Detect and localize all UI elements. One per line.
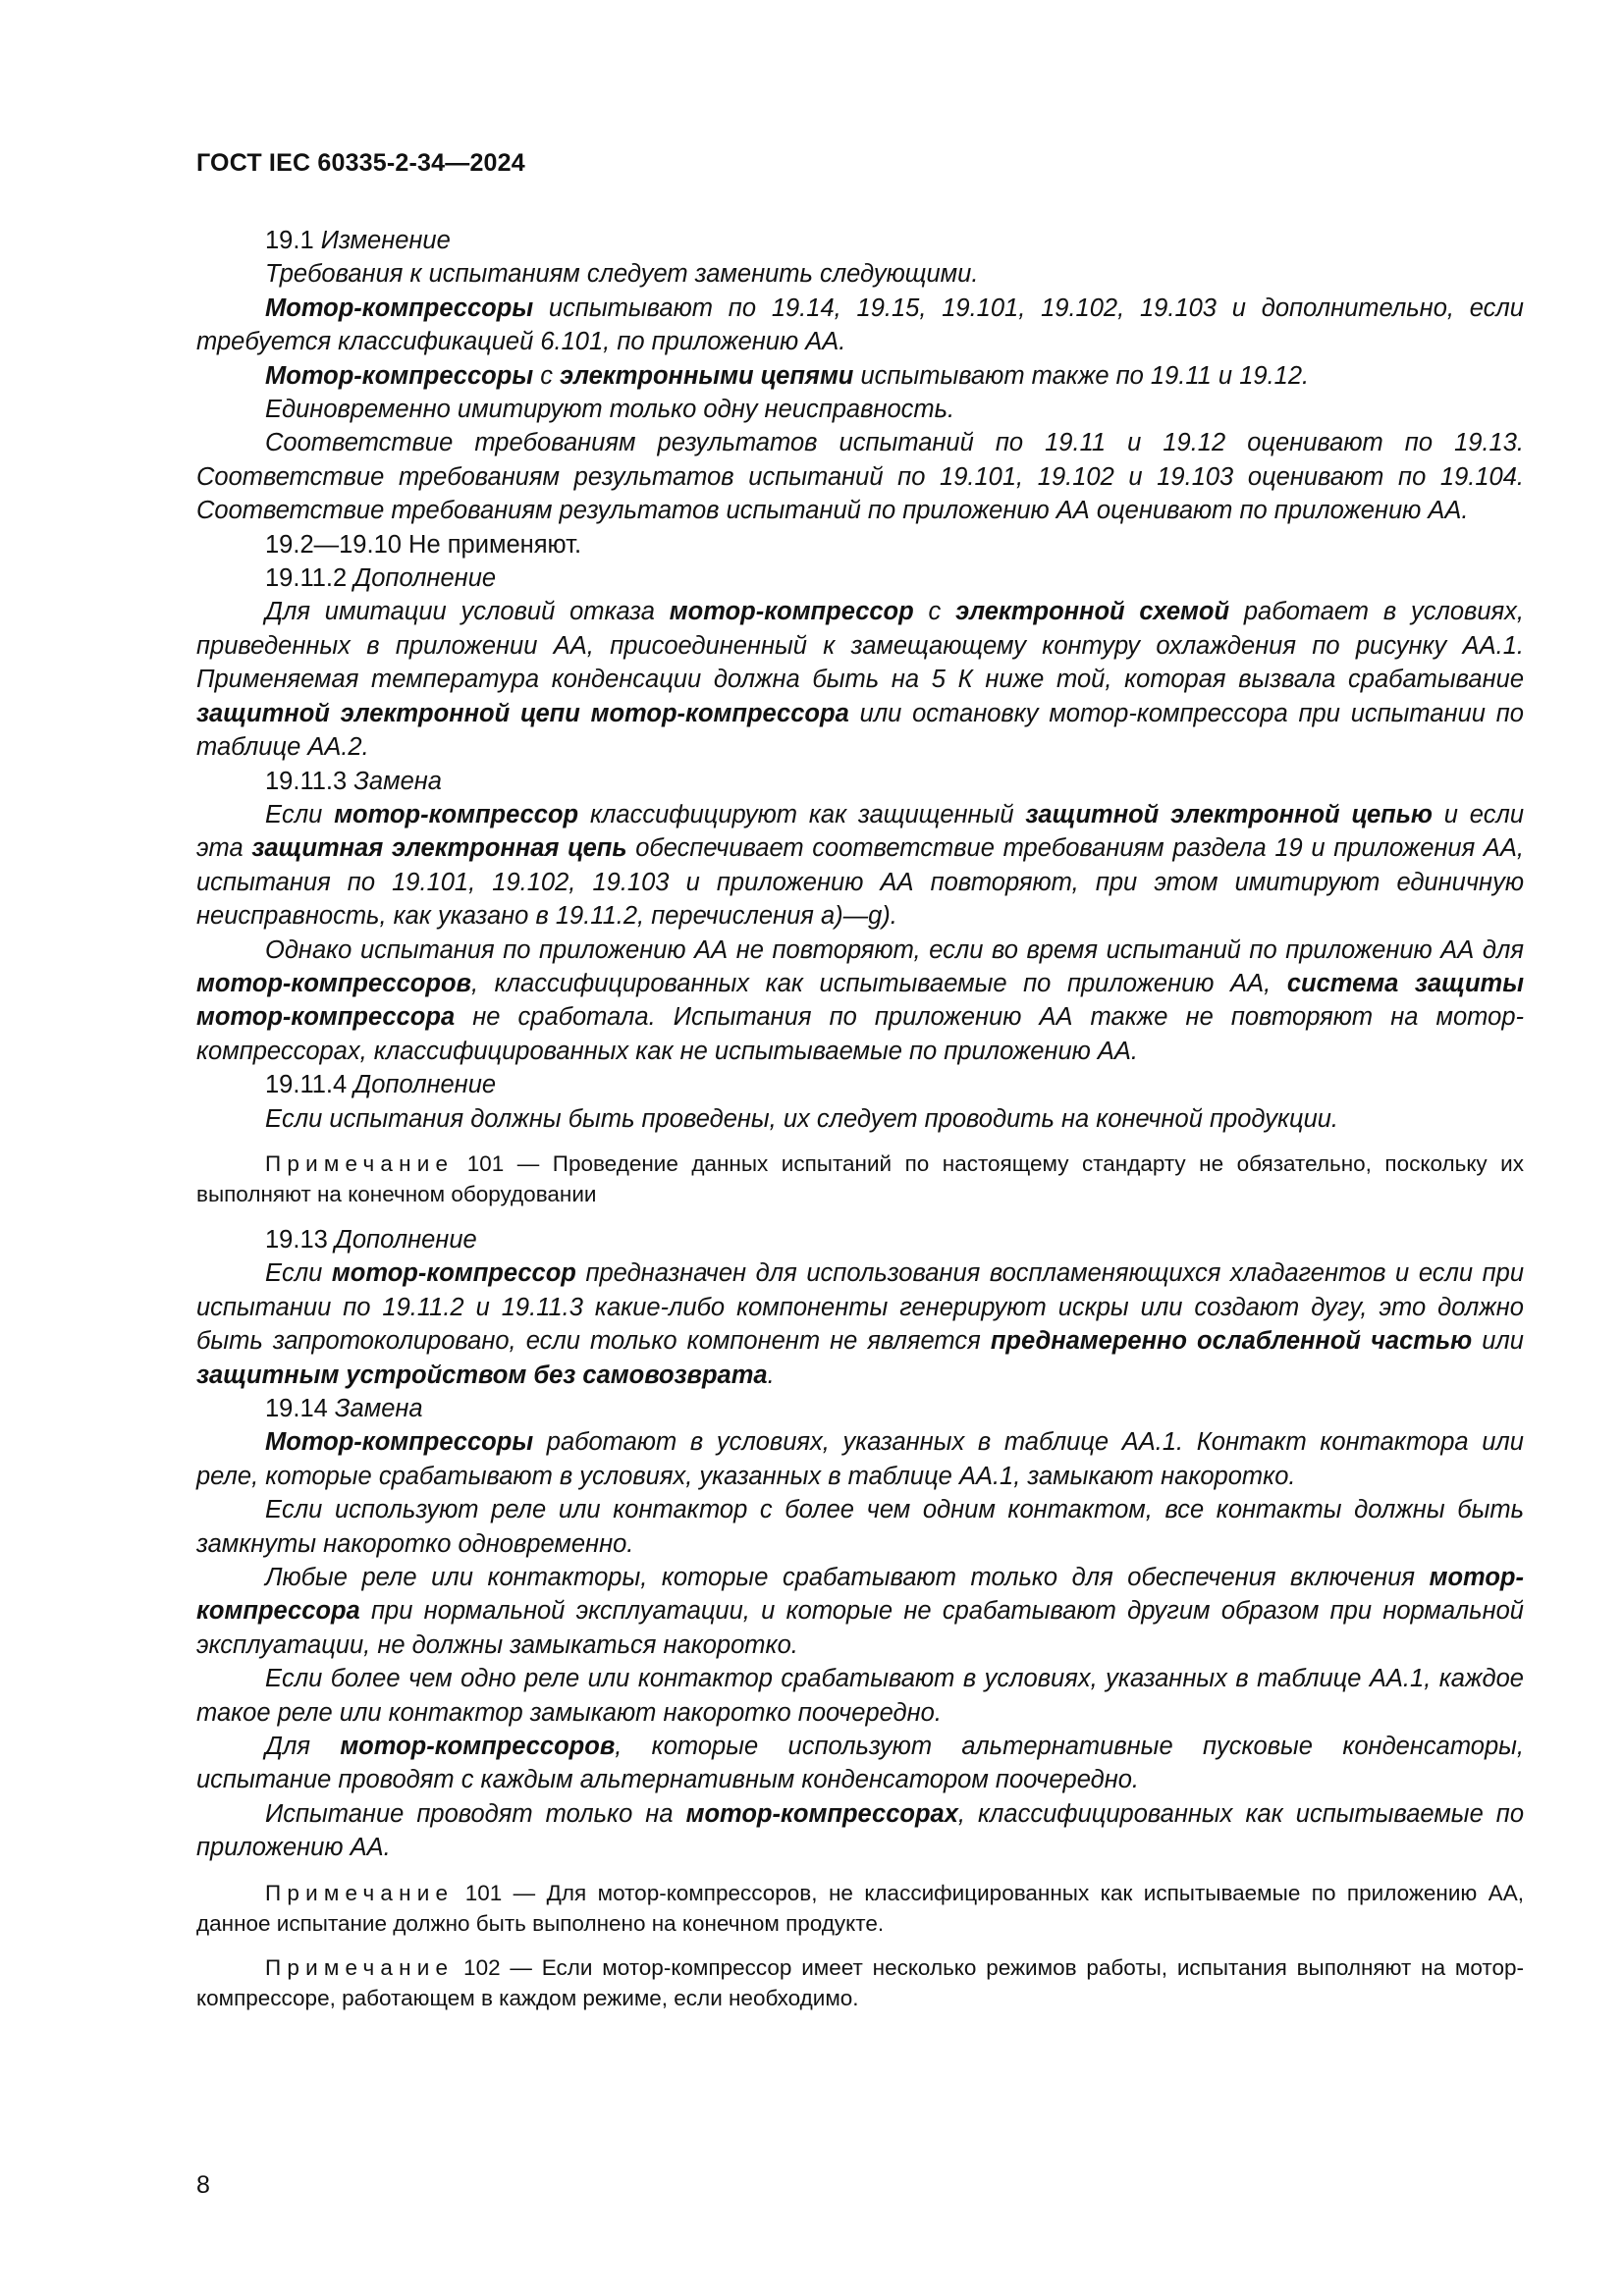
paragraph: Мотор-компрессоры с электронными цепями испытывают также по 19.11 и 19.12. <box>265 361 1310 390</box>
paragraph: Если мотор-компрессор классифицируют как защищенный защитной электронной цепью и если эта защитная электронная цепь обеспечивает соответствие требованиям раздела 19 и приложения АА, испытания по 19.101, 19.102, 19.103 и приложению АА повторяют, при этом имитируют единичную неисправность, как указано в 19.11.2, перечисления а)—g). <box>196 800 1525 931</box>
paragraph: Соответствие требованиям результатов испытаний по 19.11 и 19.12 оценивают по 19.13. Соответствие требованиям результатов испытаний по 19.101, 19.102 и 19.103 оценивают по 19.104. Соответствие требованиям результатов испытаний по приложению АА оценивают по приложению АА. <box>196 429 1524 525</box>
clause-19-2: 19.2—19.10 Не применяют. <box>265 530 582 559</box>
paragraph: Если более чем одно реле или контактор срабатывают в условиях, указанных в таблице АА.1, каждое такое реле или контактор замыкают накоротко поочередно. <box>196 1665 1524 1727</box>
paragraph: Мотор-компрессоры работают в условиях, указанных в таблице АА.1. Контакт контактора или реле, которые срабатывают в условиях, указанных в таблице АА.1, замыкают накоротко. <box>196 1428 1524 1490</box>
paragraph: Для имитации условий отказа мотор-компрессор с электронной схемой работает в условиях, приведенных в приложении АА, присоединенный к замещающему контуру охлаждения по рисунку АА.1. Применяемая температура конденсации должна быть на 5 К ниже той, которая вызвала срабатывание защитной электронной цепи мотор-компрессора или остановку мотор-компрессора при испытании по таблице АА.2. <box>196 598 1524 762</box>
note: Примечание 101 — Проведение данных испытаний по настоящему стандарту не обязательно, поскольку их выполняют на конечном оборудовании <box>196 1150 1524 1207</box>
note: Примечание 101 — Для мотор-компрессоров, не классифицированных как испытываемые по приложению АА, данное испытание должно быть выполнено на конечном продукте. <box>196 1880 1524 1937</box>
clause-19-14-heading: 19.14 Замена <box>265 1395 423 1422</box>
paragraph: Если испытания должны быть проведены, их следует проводить на конечной продукции. <box>265 1104 1339 1133</box>
paragraph: Однако испытания по приложению АА не повторяют, если во время испытаний по приложению АА для мотор-компрессоров, классифицированных как испытываемые по приложению АА, система защиты мотор-компрессора не сработала. Испытания по приложению АА также не повторяют на мотор-компрессорах, классифицированных как не испытываемые по приложению АА. <box>196 935 1524 1065</box>
paragraph: Испытание проводят только на мотор-компрессорах, классифицированных как испытываемые по приложению АА. <box>196 1799 1524 1862</box>
clause-19-11-3-heading: 19.11.3 Замена <box>265 767 442 795</box>
paragraph: Если используют реле или контактор с более чем одним контактом, все контакты должны быть замкнуты накоротко одновременно. <box>196 1496 1524 1558</box>
clause-19-11-4-heading: 19.11.4 Дополнение <box>265 1071 497 1099</box>
clause-19-1-heading: 19.1 Изменение <box>265 227 451 254</box>
paragraph: Мотор-компрессоры испытывают по 19.14, 19.15, 19.101, 19.102, 19.103 и дополнительно, если требуется классификацией 6.101, по приложению АА. <box>196 294 1524 356</box>
paragraph: Единовременно имитируют только одну неисправность. <box>265 396 955 424</box>
paragraph: Если мотор-компрессор предназначен для использования воспламеняющихся хладагентов и если при испытании по 19.11.2 и 19.11.3 какие-либо компоненты генерируют искры или создают дугу, это должно быть запротоколировано, если только компонент не является преднамеренно ослабленной частью или защитным устройством без самовозврата. <box>196 1259 1525 1389</box>
document-body <box>196 224 1524 2014</box>
clause-19-13-heading: 19.13 Дополнение <box>265 1225 477 1254</box>
page-number: 8 <box>196 2171 210 2199</box>
paragraph: Требования к испытаниям следует заменить следующими. <box>265 260 979 289</box>
paragraph: Для мотор-компрессоров, которые используют альтернативные пусковые конденсаторы, испытание проводят с каждым альтернативным конденсатором поочередно. <box>196 1733 1524 1794</box>
note: Примечание 102 — Если мотор-компрессор имеет несколько режимов работы, испытания выполняют на мотор-компрессоре, работающем в каждом режиме, если необходимо. <box>196 1954 1524 2011</box>
document-header: ГОСТ IEC 60335-2-34—2024 <box>196 149 525 177</box>
clause-19-11-2-heading: 19.11.2 Дополнение <box>265 564 497 593</box>
paragraph: Любые реле или контакторы, которые срабатывают только для обеспечения включения мотор-компрессора при нормальной эксплуатации, и которые не срабатывают другим образом при нормальной эксплуатации, не должны замыкаться накоротко. <box>196 1564 1524 1659</box>
